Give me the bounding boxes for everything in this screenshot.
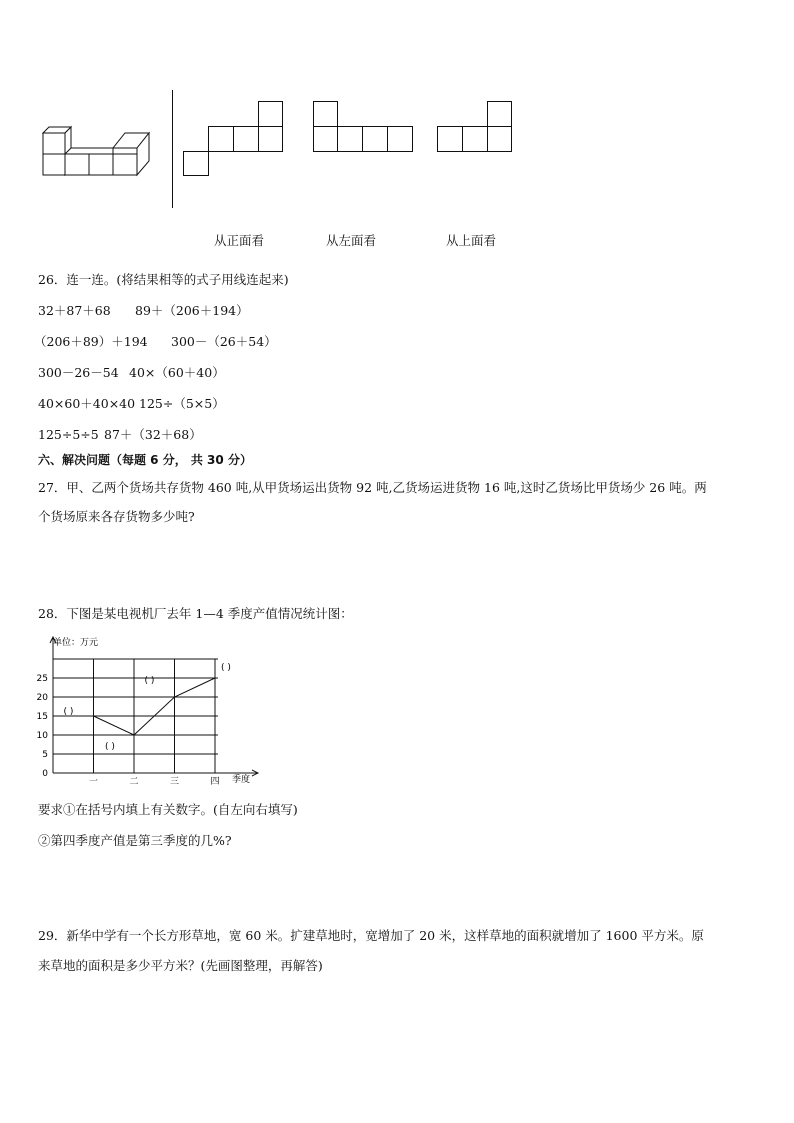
q26-right-1: 89＋（206＋194） <box>135 303 249 318</box>
q26-right-2: 300－（26＋54） <box>171 334 277 349</box>
top-view-label: 从上面看 <box>446 233 497 248</box>
q27-line2: 个货场原来各存货物多少吨? <box>38 509 195 524</box>
x-tick-label: 四 <box>210 777 220 787</box>
left-view-label: 从左面看 <box>326 233 377 248</box>
q26-left-5: 125÷5÷5 <box>38 427 99 442</box>
point-answer-blank: ( ) <box>221 663 231 673</box>
x-tick-label: 三 <box>169 777 180 787</box>
y-tick-label: 0 <box>42 769 48 779</box>
point-answer-blank: ( ) <box>144 676 155 686</box>
chart-x-axis-label: 季度 <box>232 775 251 785</box>
q28-req2: ②第四季度产值是第三季度的几%? <box>38 833 232 848</box>
divider-line <box>172 90 173 208</box>
series-line <box>94 678 216 735</box>
point-answer-blank: ( ) <box>63 707 74 717</box>
q28-req1: 要求①在括号内填上有关数字。(自左向右填写) <box>38 802 298 817</box>
q26-left-2: （206＋89）＋194 <box>34 334 148 349</box>
data-point <box>174 696 176 698</box>
q29-line2: 来草地的面积是多少平方米？(先画图整理，再解答) <box>38 958 323 973</box>
y-tick-label: 15 <box>36 712 48 722</box>
y-tick-label: 5 <box>42 750 48 760</box>
point-answer-blank: ( ) <box>105 742 115 752</box>
q26-left-4: 40×60＋40×40 <box>38 396 136 411</box>
front-view-label: 从正面看 <box>214 233 265 248</box>
q26-right-3: 40×（60＋40） <box>129 365 225 380</box>
q29-line1: 29．新华中学有一个长方形草地，宽 60 米。扩建草地时，宽增加了 20 米，这样草地的面积就增加了 1600 平方米。原 <box>38 928 704 943</box>
x-tick-label: 二 <box>129 777 139 787</box>
y-tick-label: 20 <box>36 693 48 703</box>
data-point <box>214 677 216 679</box>
q27-line1: 27．甲、乙两个货场共存货物 460 吨,从甲货场运出货物 92 吨,乙货场运进货物 16 吨,这时乙货场比甲货场少 26 吨。两 <box>38 480 707 495</box>
section6-title: 六、解决问题（每题 6 分， 共 30 分） <box>38 453 252 467</box>
cube-stack-figure <box>40 125 155 180</box>
q28-title: 28．下图是某电视机厂去年 1—4 季度产值情况统计图： <box>38 606 353 621</box>
q26-right-5: 87＋（32＋68） <box>104 427 202 442</box>
y-tick-label: 25 <box>36 674 48 684</box>
q26-right-4: 125÷（5×5） <box>139 396 225 411</box>
q26-left-3: 300－26－54 <box>38 365 119 380</box>
q26-title: 26．连一连。(将结果相等的式子用线连起来) <box>38 272 289 287</box>
data-point <box>133 734 135 736</box>
y-tick-label: 10 <box>36 731 48 741</box>
q26-left-1: 32＋87＋68 <box>38 303 111 318</box>
x-tick-label: 一 <box>88 777 99 787</box>
data-point <box>93 715 95 717</box>
line-chart <box>36 632 264 788</box>
chart-unit-label: 单位：万元 <box>53 638 99 648</box>
